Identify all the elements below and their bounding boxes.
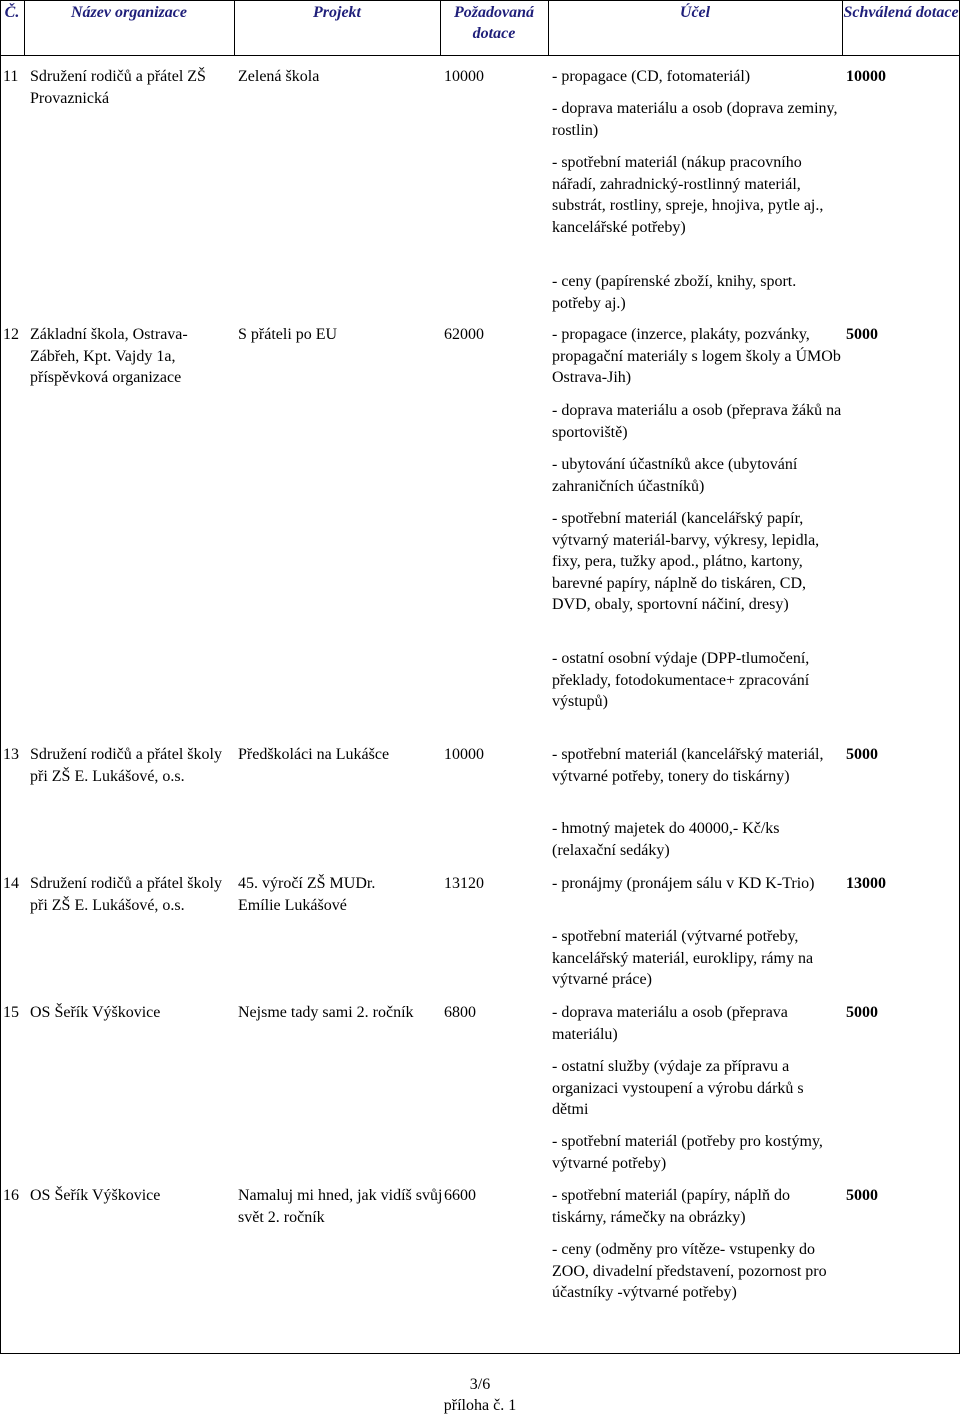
approved-amount: 5000 [846, 1004, 878, 1021]
header-no: Č. [4, 4, 20, 21]
approved-amount: 5000 [846, 746, 878, 763]
purpose-item: - spotřební materiál (potřeby pro kostýmy, výtvarné potřeby) [552, 1133, 823, 1172]
requested-amount: 13120 [444, 875, 484, 892]
header-requested: Požadovaná dotace [454, 4, 534, 42]
organization-name: Sdružení rodičů a přátel ZŠ Provaznická [30, 68, 206, 107]
purpose-item: - hmotný majetek do 40000,- Kč/ks (relaxační sedáky) [552, 820, 780, 859]
purpose-item: - doprava materiálu a osob (přeprava žáků na sportoviště) [552, 402, 842, 441]
row-number: 14 [3, 875, 19, 892]
header-project: Projekt [313, 4, 361, 21]
organization-name: Sdružení rodičů a přátel školy při ZŠ E. Lukášové, o.s. [30, 746, 222, 785]
page-footer [0, 1374, 960, 1416]
row-number: 16 [3, 1187, 19, 1204]
purpose-item: - spotřební materiál (kancelářský materiál, výtvarné potřeby, tonery do tiskárny) [552, 746, 824, 785]
purpose-item: - spotřební materiál (kancelářský papír, výtvarný materiál-barvy, výkresy, lepidla, fixy, pera, tužky apod., plátno, kartony, barevné papíry, náplně do tiskáren, CD, DVD, obaly, sportovní náčiní, dresy) [552, 510, 820, 613]
purpose-item: - pronájmy (pronájem sálu v KD K-Trio) [552, 875, 815, 892]
purpose-item: - ostatní osobní výdaje (DPP-tlumočení, překlady, fotodokumentace+ zpracování výstupů) [552, 650, 810, 710]
row-number: 13 [3, 746, 19, 763]
project-name: S přáteli po EU [238, 326, 338, 343]
header-organization: Název organizace [71, 4, 187, 21]
organization-name: OS Šeřík Výškovice [30, 1187, 161, 1204]
organization-name: Základní škola, Ostrava-Zábřeh, Kpt. Vajdy 1a, příspěvková organizace [30, 326, 188, 386]
requested-amount: 10000 [444, 68, 484, 85]
purpose-item: - propagace (CD, fotomateriál) [552, 68, 751, 85]
purpose-item: - ceny (papírenské zboží, knihy, sport. potřeby aj.) [552, 273, 797, 312]
requested-amount: 6800 [444, 1004, 476, 1021]
header-approved: Schválená dotace [843, 4, 959, 21]
row-number: 12 [3, 326, 19, 343]
project-name: Namaluj mi hned, jak vidíš svůj svět 2. ročník [238, 1187, 443, 1226]
project-name: Nejsme tady sami 2. ročník [238, 1004, 414, 1021]
purpose-item: - spotřební materiál (výtvarné potřeby, kancelářský materiál, euroklipy, rámy na výtvarné práce) [552, 928, 814, 988]
purpose-item: - doprava materiálu a osob (doprava zeminy, rostlin) [552, 100, 838, 139]
row-number: 15 [3, 1004, 19, 1021]
purpose-item: - propagace (inzerce, plakáty, pozvánky, propagační materiály s logem školy a ÚMOb Ostrava-Jih) [552, 326, 841, 386]
row-number: 11 [3, 68, 19, 85]
approved-amount: 10000 [846, 68, 886, 85]
requested-amount: 10000 [444, 746, 484, 763]
purpose-item: - spotřební materiál (papíry, náplň do tiskárny, rámečky na obrázky) [552, 1187, 790, 1226]
project-name: Předškoláci na Lukášce [238, 746, 390, 763]
approved-amount: 5000 [846, 326, 878, 343]
organization-name: Sdružení rodičů a přátel školy při ZŠ E. Lukášové, o.s. [30, 875, 222, 914]
requested-amount: 62000 [444, 326, 484, 343]
attachment-label: příloha č. 1 [443, 1397, 517, 1414]
purpose-item: - ubytování účastníků akce (ubytování zahraničních účastníků) [552, 456, 798, 495]
requested-amount: 6600 [444, 1187, 476, 1204]
project-name: 45. výročí ZŠ MUDr. Emílie Lukášové [238, 875, 376, 914]
purpose-item: - doprava materiálu a osob (přeprava materiálu) [552, 1004, 788, 1043]
approved-amount: 5000 [846, 1187, 878, 1204]
approved-amount: 13000 [846, 875, 886, 892]
header-divider [0, 55, 960, 56]
purpose-item: - ceny (odměny pro vítěze- vstupenky do ZOO, divadelní představení, pozornost pro účastníky -výtvarné potřeby) [552, 1241, 827, 1301]
organization-name: OS Šeřík Výškovice [30, 1004, 161, 1021]
project-name: Zelená škola [238, 68, 320, 85]
header-purpose: Účel [679, 4, 711, 21]
page-number: 3/6 [469, 1376, 491, 1393]
purpose-item: - spotřební materiál (nákup pracovního nářadí, zahradnický-rostlinný materiál, substrát, rostliny, spreje, hnojiva, pytle aj., kancelářské potřeby) [552, 154, 824, 236]
purpose-item: - ostatní služby (výdaje za přípravu a organizaci vystoupení a výrobu dárků s dětmi [552, 1058, 804, 1118]
